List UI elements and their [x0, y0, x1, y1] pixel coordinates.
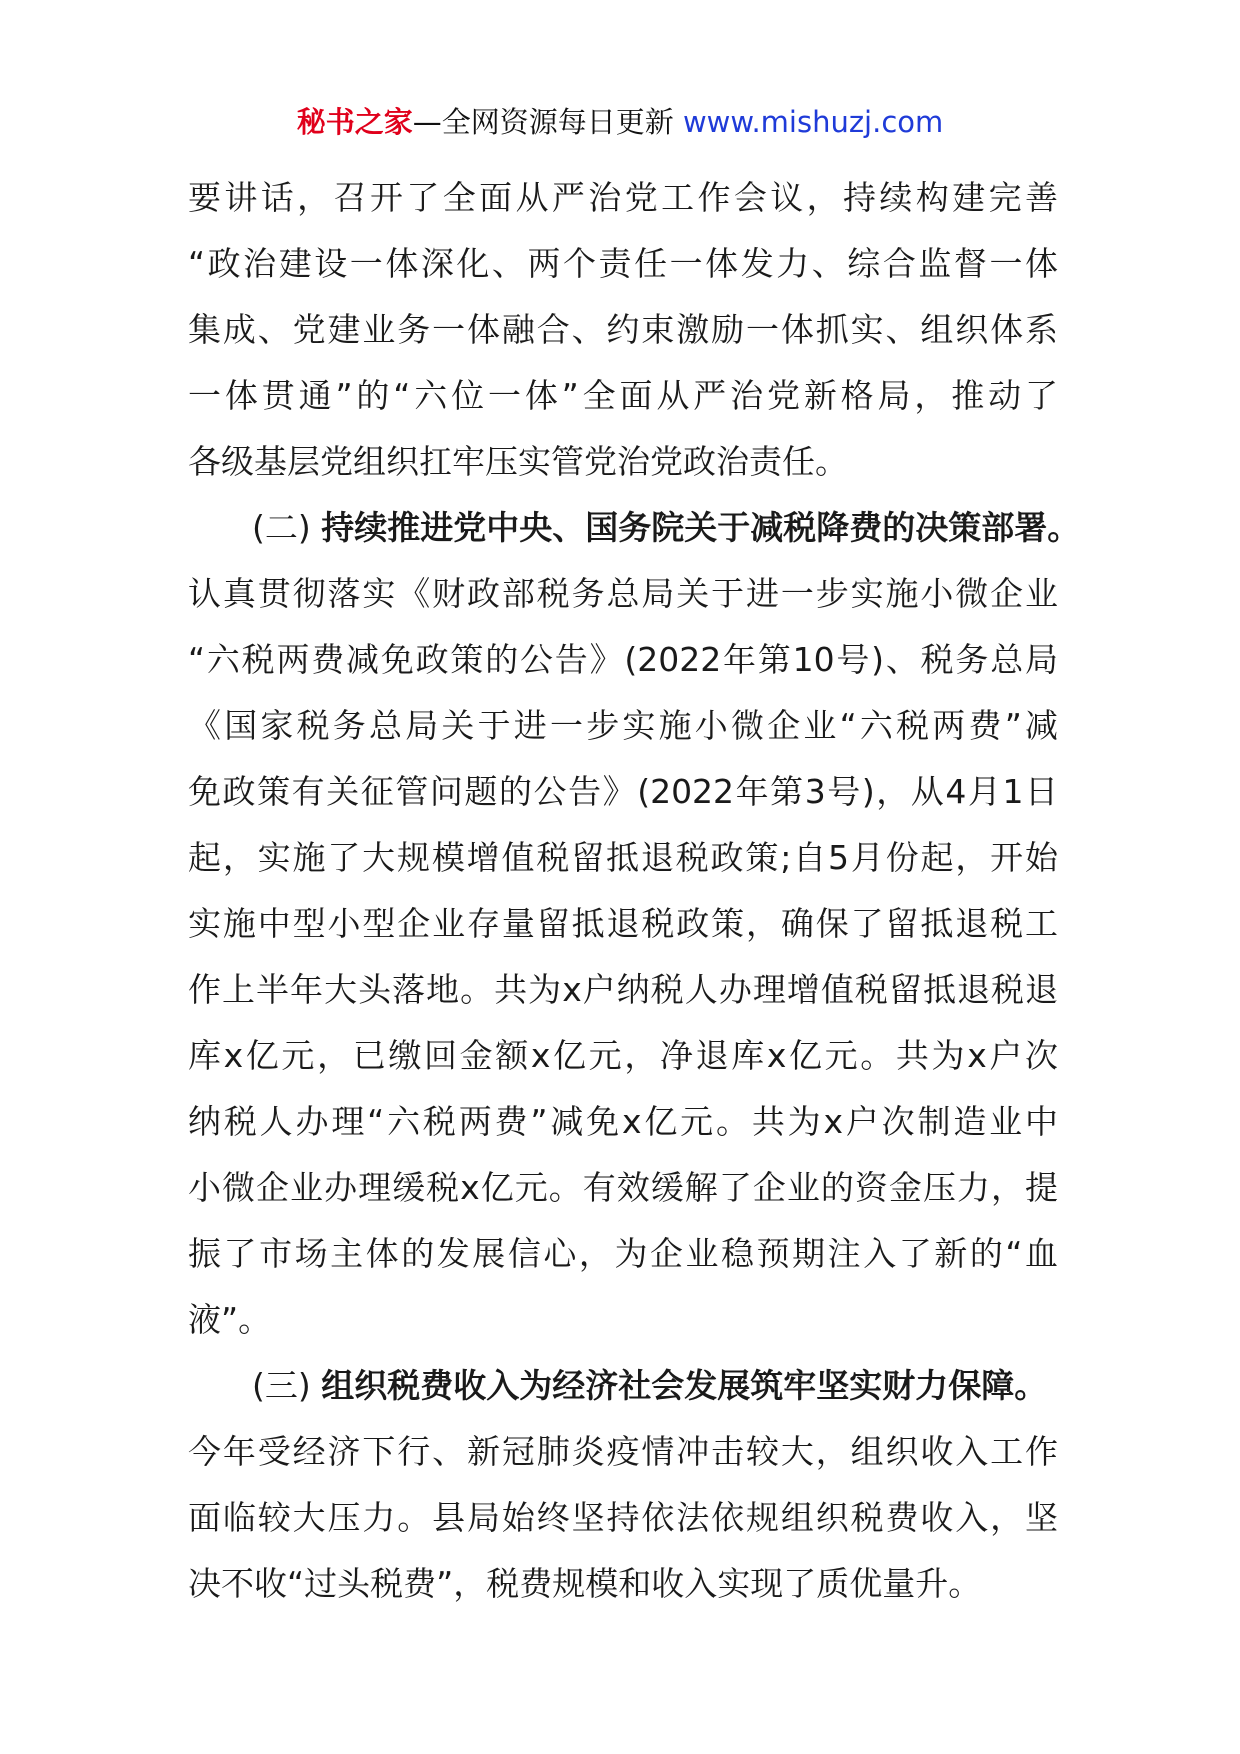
section-title: 持续推进党中央、国务院关于减税降费的决策部署。: [321, 508, 1081, 547]
site-brand: 秘书之家: [296, 105, 413, 139]
paragraph-line: 实施中型小型企业存量留抵退税政策，确保了留抵退税工: [188, 904, 1058, 943]
paragraph-line: 作上半年大头落地。共为x户纳税人办理增值税留抵退税退: [188, 970, 1058, 1009]
section-title: 组织税费收入为经济社会发展筑牢坚实财力保障。: [321, 1366, 1048, 1405]
section-tax-reduction: [188, 495, 1081, 1353]
section-number: (三): [252, 1366, 311, 1405]
paragraph-line: 今年受经济下行、新冠肺炎疫情冲击较大，组织收入工作: [188, 1432, 1058, 1471]
paragraph-line: 要讲话，召开了全面从严治党工作会议，持续构建完善: [188, 178, 1058, 217]
site-header: [0, 100, 1240, 144]
paragraph-line: 起，实施了大规模增值税留抵退税政策;自5月份起，开始: [188, 838, 1058, 877]
section-number: (二): [252, 508, 311, 547]
section-heading: [188, 495, 1081, 561]
site-tagline: —全网资源每日更新: [412, 105, 683, 139]
paragraph-line: 一体贯通”的“六位一体”全面从严治党新格局，推动了: [188, 376, 1058, 415]
paragraph-line: 振了市场主体的发展信心，为企业稳预期注入了新的“血: [188, 1234, 1058, 1273]
section-heading: [188, 1353, 1058, 1419]
site-url-link[interactable]: www.mishuzj.com: [682, 105, 944, 139]
paragraph-line: 决不收“过头税费”，税费规模和收入实现了质优量升。: [188, 1564, 982, 1603]
paragraph-line: 各级基层党组织扛牢压实管党治党政治责任。: [188, 442, 848, 481]
paragraph-line: 纳税人办理“六税两费”减免x亿元。共为x户次制造业中: [188, 1102, 1058, 1141]
paragraph-party-governance: [188, 165, 1058, 495]
paragraph-line: 液”。: [188, 1300, 272, 1339]
paragraph-line: 《国家税务总局关于进一步实施小微企业“六税两费”减: [188, 706, 1058, 745]
paragraph-line: 免政策有关征管问题的公告》(2022年第3号)，从4月1日: [188, 772, 1058, 811]
paragraph-line: 小微企业办理缓税x亿元。有效缓解了企业的资金压力，提: [188, 1168, 1058, 1207]
section-revenue-organization: [188, 1353, 1058, 1617]
paragraph-line: “六税两费减免政策的公告》(2022年第10号)、税务总局: [188, 640, 1058, 679]
document-body: [188, 165, 1081, 1617]
paragraph-line: 认真贯彻落实《财政部税务总局关于进一步实施小微企业: [188, 574, 1058, 613]
paragraph-line: “政治建设一体深化、两个责任一体发力、综合监督一体: [188, 244, 1058, 283]
paragraph-line: 集成、党建业务一体融合、约束激励一体抓实、组织体系: [188, 310, 1058, 349]
paragraph-line: 面临较大压力。县局始终坚持依法依规组织税费收入，坚: [188, 1498, 1058, 1537]
paragraph-line: 库x亿元，已缴回金额x亿元，净退库x亿元。共为x户次: [188, 1036, 1058, 1075]
